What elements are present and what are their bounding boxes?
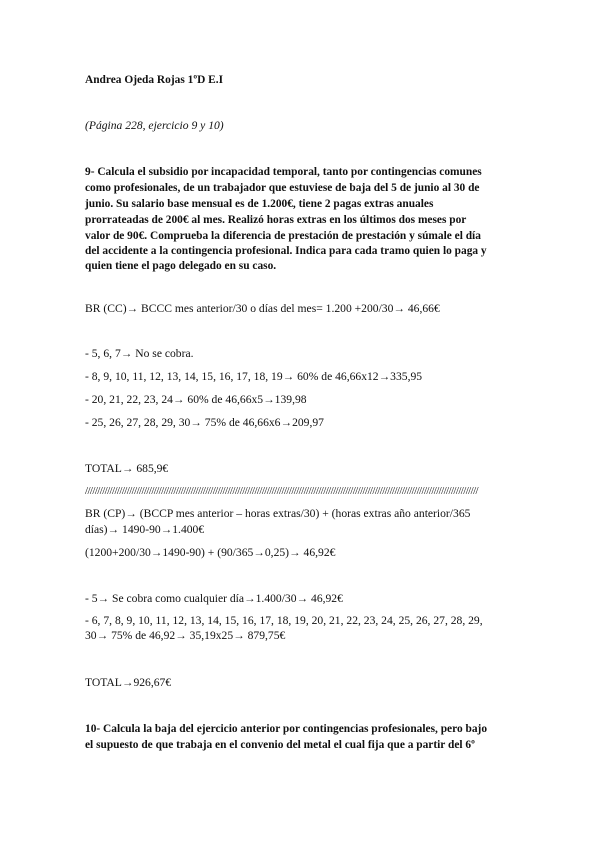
statement-line: junio. Su salario base mensual es de 1.200€, tiene 2 pagas extras anuales [85,198,434,210]
statement-line: el supuesto de que trabaja en el convenio del metal el cual fija que a partir del 6º [85,739,475,751]
total-cp: TOTAL→926,67€ [85,676,172,689]
statement-line: 10- Calcula la baja del ejercicio anterior por contingencias profesionales, pero bajo [85,723,488,735]
list-item: - 20, 21, 22, 23, 24→ 60% de 46,66x5→139,98 [85,393,307,406]
base-reguladora-cc: BR (CC)→ BCCC mes anterior/30 o días del mes= 1.200 +200/30→ 46,66€ [85,302,440,315]
statement-line: quien tiene el pago delegado en su caso. [85,260,277,272]
page-reference: (Página 228, ejercicio 9 y 10) [85,119,224,132]
statement-line: valor de 90€. Comprueba la diferencia de prestación de prestación y súmale el día [85,230,481,242]
base-reguladora-cp-line: días)→ 1490-90→1.400€ [85,523,205,536]
list-item: 30→ 75% de 46,92→ 35,19x25→ 879,75€ [85,629,286,642]
list-item: - 6, 7, 8, 9, 10, 11, 12, 13, 14, 15, 16, 17, 18, 19, 20, 21, 22, 23, 24, 25, 26, 27, 28, 29, [85,614,483,627]
statement-line: 9- Calcula el subsidio por incapacidad temporal, tanto por contingencias comunes [85,166,482,178]
base-reguladora-cp-line: BR (CP)→ (BCCP mes anterior – horas extras/30) + (horas extras año anterior/365 [85,507,471,520]
statement-line: del accidente a la contingencia profesional. Indica para cada tramo quien lo paga y [85,245,487,257]
list-item: - 5, 6, 7→ No se cobra. [85,347,194,360]
list-item: - 5→ Se cobra como cualquier día→1.400/30→ 46,92€ [85,592,343,605]
calculation-cp: (1200+200/30→1490-90) + (90/365→0,25)→ 46,92€ [85,546,336,559]
separator-line: //////////////////////////////////////////////////////////////////////////////////////////////////////////////////////////////////////////////////////////////// [85,485,478,497]
author-line: Andrea Ojeda Rojas 1ºD E.I [85,74,224,86]
total-cc: TOTAL→ 685,9€ [85,462,169,475]
statement-line: prorrateadas de 200€ al mes. Realizó horas extras en los últimos dos meses por [85,214,467,226]
list-item: - 25, 26, 27, 28, 29, 30→ 75% de 46,66x6→209,97 [85,416,324,429]
list-item: - 8, 9, 10, 11, 12, 13, 14, 15, 16, 17, 18, 19→ 60% de 46,66x12→335,95 [85,370,423,383]
statement-line: como profesionales, de un trabajador que estuviese de baja del 5 de junio al 30 de [85,182,480,194]
